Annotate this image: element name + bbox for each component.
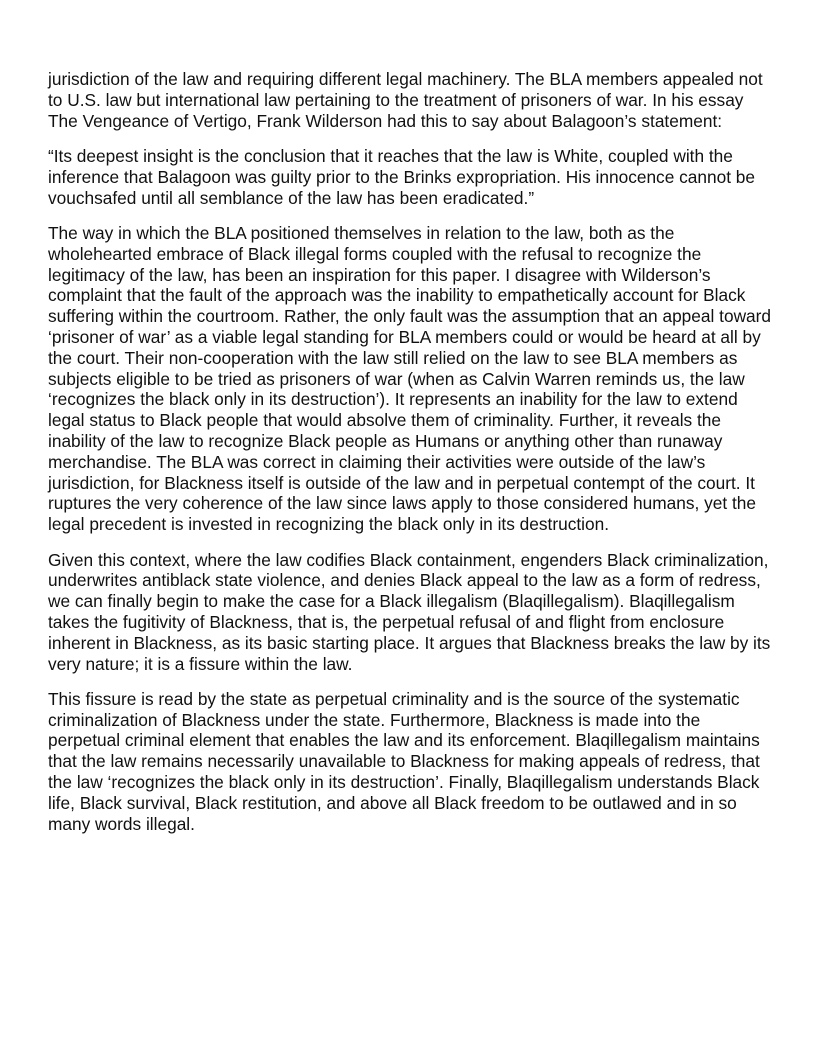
document-body bbox=[48, 69, 772, 849]
paragraph-wilderson-quote: “Its deepest insight is the conclusion that it reaches that the law is White, coupled with the inference that Balagoon was guilty prior to the Brinks expropriation. His innocence cannot be vouchsafed until all semblance of the law has been eradicated.” bbox=[48, 145, 756, 208]
paragraph-wilderson-intro: jurisdiction of the law and requiring different legal machinery. The BLA members appealed not to U.S. law but international law pertaining to the treatment of prisoners of war. In his essay The Vengeance of Vertigo, Frank Wilderson had this to say about Balagoon’s statement: bbox=[48, 69, 763, 131]
paragraph-blaqillegalism-case: Given this context, where the law codifies Black containment, engenders Black criminalization, underwrites antiblack state violence, and denies Black appeal to the law as a form of redress, we can finally begin to make the case for a Black illegalism (Blaqillegalism). Blaqillegalism takes the fugitivity of Blackness, that is, the perpetual refusal of and flight from enclosure inherent in Blackness, as its basic starting place. It argues that Blackness breaks the law by its very nature; it is a fissure within the law. bbox=[48, 549, 771, 674]
paragraph-fissure: This fissure is read by the state as perpetual criminality and is the source of the systematic criminalization of Blackness under the state. Furthermore, Blackness is made into the perpetual criminal element that enables the law and its enforcement. Blaqillegalism maintains that the law remains necessarily unavailable to Blackness for making appeals of redress, that the law ‘recognizes the black only in its destruction’. Finally, Blaqillegalism understands Black life, Black survival, Black restitution, and above all Black freedom to be outlawed and in so many words illegal. bbox=[48, 688, 760, 834]
paragraph-bla-position: The way in which the BLA positioned themselves in relation to the law, both as the wholehearted embrace of Black illegal forms coupled with the refusal to recognize the legitimacy of the law, has been an inspiration for this paper. I disagree with Wilderson’s complaint that the fault of the approach was the inability to empathetically account for Black suffering within the courtroom. Rather, the only fault was the assumption that an appeal toward ‘prisoner of war’ as a viable legal standing for BLA members could or would be heard at all by the court. Their non-cooperation with the law still relied on the law to see BLA members as subjects eligible to be tried as prisoners of war (when as Calvin Warren reminds us, the law ‘recognizes the black only in its destruction’). It represents an inability for the law to extend legal status to Black people that would absolve them of criminality. Further, it reveals the inability of the law to recognize Black people as Humans or anything other than runaway merchandise. The BLA was correct in claiming their activities were outside of the law’s jurisdiction, for Blackness itself is outside of the law and in perpetual contempt of the court. It ruptures the very coherence of the law since laws apply to those considered humans, yet the legal precedent is invested in recognizing the black only in its destruction. bbox=[48, 222, 772, 535]
